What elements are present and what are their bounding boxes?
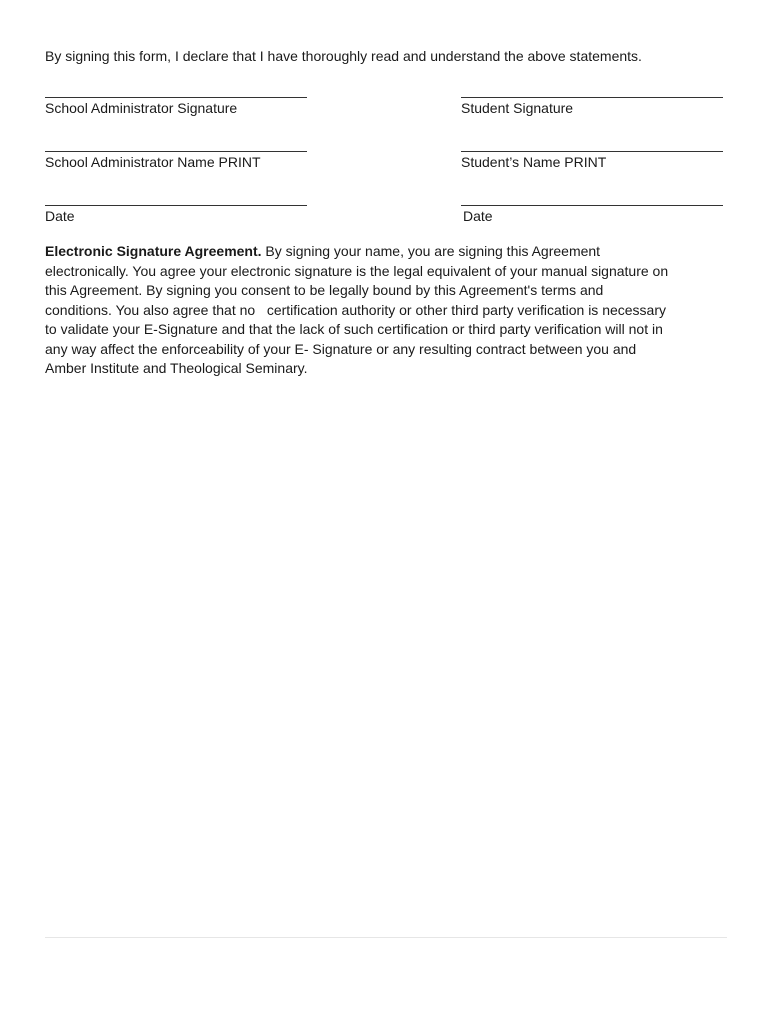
student-date-label: Date xyxy=(463,208,493,224)
admin-date-label: Date xyxy=(45,208,75,224)
student-signature-block xyxy=(461,97,723,117)
agreement-line-7: Amber Institute and Theological Seminary. xyxy=(45,360,308,376)
admin-name-line[interactable] xyxy=(45,151,307,152)
student-name-block xyxy=(461,151,723,171)
student-signature-line[interactable] xyxy=(461,97,723,98)
student-date-line[interactable] xyxy=(461,205,723,206)
agreement-line-1-text: By signing your name, you are signing this Agreement xyxy=(261,243,601,259)
agreement-line-4: conditions. You also agree that no certification authority or other third party verification is necessary xyxy=(45,301,667,318)
agreement-heading: Electronic Signature Agreement. xyxy=(45,243,262,259)
agreement-line-3: this Agreement. By signing you consent to be legally bound by this Agreement's terms and xyxy=(45,282,604,298)
agreement-line-5: to validate your E-Signature and that the lack of such certification or third party verification will not in xyxy=(45,321,663,337)
admin-date-line[interactable] xyxy=(45,205,307,206)
footer-divider xyxy=(45,937,727,938)
electronic-signature-agreement xyxy=(45,242,735,379)
student-signature-label: Student Signature xyxy=(461,100,574,116)
student-name-line[interactable] xyxy=(461,151,723,152)
agreement-line-2: electronically. You agree your electronic signature is the legal equivalent of your manual signature on xyxy=(45,262,669,279)
admin-date-block xyxy=(45,205,307,225)
admin-signature-label: School Administrator Signature xyxy=(45,100,238,116)
agreement-line-1 xyxy=(45,242,735,262)
admin-signature-line[interactable] xyxy=(45,97,307,98)
admin-signature-block xyxy=(45,97,307,117)
admin-name-block xyxy=(45,151,307,171)
declaration-text: By signing this form, I declare that I have thoroughly read and understand the above statements. xyxy=(45,48,642,64)
agreement-line-6: any way affect the enforceability of your E- Signature or any resulting contract between you and xyxy=(45,340,637,357)
admin-name-label: School Administrator Name PRINT xyxy=(45,154,261,170)
student-date-block xyxy=(461,205,723,225)
student-name-label: Student’s Name PRINT xyxy=(461,154,607,170)
